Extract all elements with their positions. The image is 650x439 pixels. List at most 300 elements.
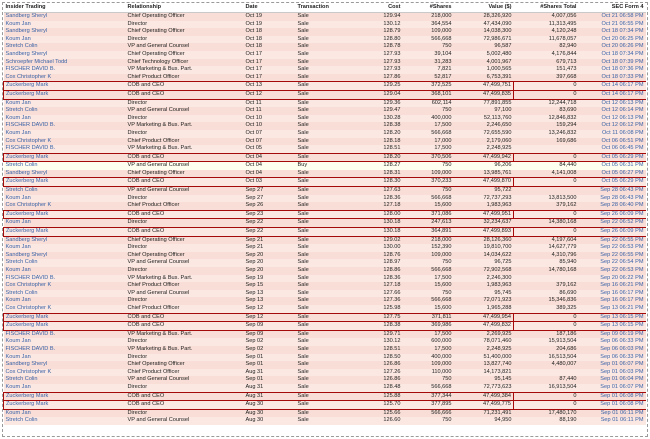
cell-insider-name[interactable]: Stretch Colin: [4, 187, 126, 195]
insider-trading-panel: [2, 2, 648, 437]
cell-sec-form-link[interactable]: Oct 20 06:26 PM: [579, 43, 646, 51]
cell-cost: 127.86: [351, 74, 403, 82]
cell-cost: 128.18: [351, 138, 403, 146]
cell-date: Aug 31: [244, 392, 296, 401]
cell-relationship: Director: [126, 21, 244, 29]
cell-sec-form-link[interactable]: Oct 05 06:31 PM: [579, 162, 646, 170]
cell-value: 97,100: [454, 107, 514, 115]
table-header-row: [4, 3, 646, 13]
cell-value: 2,248,925: [454, 346, 514, 354]
cell-shares-total: 15,913,504: [514, 338, 579, 346]
cell-shares: 109,000: [403, 252, 454, 260]
cell-shares-total: 0: [514, 82, 579, 91]
cell-sec-form-link[interactable]: Oct 21 06:58 PM: [579, 13, 646, 21]
cell-transaction: Sale: [296, 130, 351, 138]
header-date[interactable]: Date: [244, 3, 296, 13]
cell-shares-total: 379,162: [514, 282, 579, 290]
table-row: [4, 330, 646, 338]
table-row: [4, 322, 646, 331]
cell-sec-form-link[interactable]: Oct 14 06:17 PM: [579, 82, 646, 91]
cell-relationship: COB and CEO: [126, 153, 244, 162]
cell-date: Sep 09: [244, 322, 296, 331]
cell-insider-name[interactable]: FISCHER DAVID B.: [4, 122, 126, 130]
cell-shares-total: 0: [514, 322, 579, 331]
cell-sec-form-link[interactable]: Sep 01 06:08 PM: [579, 401, 646, 410]
cell-date: Sep 09: [244, 330, 296, 338]
cell-shares-total: 14,780,168: [514, 267, 579, 275]
cell-value: 47,499,775: [454, 401, 514, 410]
cell-transaction: Sale: [296, 21, 351, 29]
cell-insider-name[interactable]: Zuckerberg Mark: [4, 90, 126, 99]
cell-shares: 7,821: [403, 66, 454, 74]
cell-transaction: Sale: [296, 99, 351, 107]
table-row: [4, 13, 646, 21]
cell-insider-name[interactable]: Koum Jan: [4, 195, 126, 203]
cell-shares: 17,500: [403, 275, 454, 283]
cell-cost: 128.50: [351, 354, 403, 362]
cell-cost: 130.12: [351, 21, 403, 29]
cell-shares-total: [514, 145, 579, 153]
cell-transaction: Sale: [296, 252, 351, 260]
cell-relationship: Director: [126, 409, 244, 417]
cell-shares-total: 389,325: [514, 305, 579, 313]
cell-insider-name[interactable]: Stretch Colin: [4, 43, 126, 51]
cell-date: Sep 22: [244, 228, 296, 237]
cell-insider-name[interactable]: Koum Jan: [4, 244, 126, 252]
cell-sec-form-link[interactable]: Oct 18 07:34 PM: [579, 28, 646, 36]
cell-date: Oct 17: [244, 51, 296, 59]
cell-date: Sep 12: [244, 305, 296, 313]
cell-insider-name[interactable]: Cox Christopher K: [4, 305, 126, 313]
cell-relationship: Director: [126, 354, 244, 362]
table-row: [4, 236, 646, 244]
table-row: [4, 66, 646, 74]
cell-sec-form-link[interactable]: Sep 22 06:52 PM: [579, 219, 646, 228]
cell-insider-name[interactable]: Stretch Colin: [4, 162, 126, 170]
cell-sec-form-link[interactable]: Sep 01 06:03 PM: [579, 369, 646, 377]
cell-relationship: Chief Operating Officer: [126, 252, 244, 260]
cell-date: Oct 17: [244, 59, 296, 67]
cell-relationship: Director: [126, 384, 244, 392]
table-row: [4, 417, 646, 425]
cell-insider-name[interactable]: FISCHER DAVID B.: [4, 346, 126, 354]
cell-insider-name[interactable]: Stretch Colin: [4, 417, 126, 425]
cell-insider-name[interactable]: Zuckerberg Mark: [4, 82, 126, 91]
cell-insider-name[interactable]: Zuckerberg Mark: [4, 228, 126, 237]
cell-cost: 127.18: [351, 282, 403, 290]
cell-sec-form-link[interactable]: Sep 13 06:21 PM: [579, 305, 646, 313]
cell-insider-name[interactable]: Sandberg Sheryl: [4, 13, 126, 21]
cell-value: 95,722: [454, 187, 514, 195]
header-cost[interactable]: Cost: [351, 3, 403, 13]
cell-insider-name[interactable]: Stretch Colin: [4, 290, 126, 298]
cell-insider-name[interactable]: Sandberg Sheryl: [4, 170, 126, 178]
cell-relationship: COB and CEO: [126, 401, 244, 410]
cell-relationship: VP and General Counsel: [126, 187, 244, 195]
cell-transaction: Sale: [296, 282, 351, 290]
cell-shares-total: 85,940: [514, 259, 579, 267]
cell-shares: 109,000: [403, 361, 454, 369]
cell-sec-form-link[interactable]: Oct 12 06:14 PM: [579, 107, 646, 115]
cell-insider-name[interactable]: Zuckerberg Mark: [4, 401, 126, 410]
cell-shares: 247,613: [403, 219, 454, 228]
cell-cost: 128.86: [351, 267, 403, 275]
cell-insider-name[interactable]: Koum Jan: [4, 338, 126, 346]
cell-shares: 218,000: [403, 13, 454, 21]
cell-relationship: VP Marketing & Bus. Part.: [126, 275, 244, 283]
cell-cost: 128.20: [351, 153, 403, 162]
cell-shares: 750: [403, 290, 454, 298]
cell-value: 95,145: [454, 376, 514, 384]
cell-shares-total: 88,190: [514, 417, 579, 425]
cell-shares-total: 151,473: [514, 66, 579, 74]
cell-sec-form-link[interactable]: Oct 18 07:36 PM: [579, 66, 646, 74]
cell-sec-form-link[interactable]: Sep 26 06:09 PM: [579, 228, 646, 237]
cell-sec-form-link[interactable]: Sep 06 06:33 PM: [579, 338, 646, 346]
cell-relationship: Chief Product Officer: [126, 74, 244, 82]
cell-transaction: Sale: [296, 90, 351, 99]
cell-value: 72,773,623: [454, 384, 514, 392]
cell-sec-form-link[interactable]: Sep 20 06:22 PM: [579, 275, 646, 283]
header-relationship[interactable]: Relationship: [126, 3, 244, 13]
cell-shares: 566,668: [403, 195, 454, 203]
cell-insider-name[interactable]: Sandberg Sheryl: [4, 252, 126, 260]
cell-shares-total: 679,713: [514, 59, 579, 67]
cell-relationship: Director: [126, 219, 244, 228]
cell-insider-name[interactable]: Cox Christopher K: [4, 369, 126, 377]
cell-value: 78,071,460: [454, 338, 514, 346]
table-row: [4, 361, 646, 369]
cell-sec-form-link[interactable]: Sep 01 06:07 PM: [579, 361, 646, 369]
cell-relationship: COB and CEO: [126, 228, 244, 237]
cell-cost: 127.75: [351, 313, 403, 322]
cell-relationship: Director: [126, 115, 244, 123]
cell-sec-form-link[interactable]: Oct 12 06:13 PM: [579, 115, 646, 123]
cell-shares-total: 4,176,844: [514, 51, 579, 59]
header-value[interactable]: Value ($): [454, 3, 514, 13]
cell-transaction: Sale: [296, 305, 351, 313]
cell-sec-form-link[interactable]: Sep 16 06:21 PM: [579, 282, 646, 290]
cell-insider-name[interactable]: Cox Christopher K: [4, 282, 126, 290]
cell-sec-form-link[interactable]: Sep 28 06:40 PM: [579, 202, 646, 210]
cell-value: 96,587: [454, 43, 514, 51]
cell-transaction: Sale: [296, 210, 351, 219]
cell-value: 52,113,760: [454, 115, 514, 123]
cell-sec-form-link[interactable]: Oct 05 06:29 PM: [579, 178, 646, 187]
table-row: [4, 187, 646, 195]
cell-sec-form-link[interactable]: Sep 06 06:33 PM: [579, 354, 646, 362]
cell-date: Oct 04: [244, 170, 296, 178]
cell-shares: 566,668: [403, 267, 454, 275]
cell-insider-name[interactable]: Koum Jan: [4, 297, 126, 305]
cell-cost: 128.78: [351, 43, 403, 51]
cell-relationship: VP and General Counsel: [126, 43, 244, 51]
header-shares[interactable]: #Shares: [403, 3, 454, 13]
cell-transaction: Sale: [296, 409, 351, 417]
header-shares-total[interactable]: #Shares Total: [514, 3, 579, 13]
cell-transaction: Sale: [296, 202, 351, 210]
cell-relationship: Chief Operating Officer: [126, 236, 244, 244]
cell-date: Sep 26: [244, 202, 296, 210]
cell-sec-form-link[interactable]: Oct 18 07:33 PM: [579, 74, 646, 82]
cell-sec-form-link[interactable]: Sep 01 06:11 PM: [579, 417, 646, 425]
cell-shares-total: 13,246,832: [514, 130, 579, 138]
cell-transaction: Sale: [296, 138, 351, 146]
cell-relationship: VP and General Counsel: [126, 162, 244, 170]
cell-sec-form-link[interactable]: Oct 14 06:17 PM: [579, 90, 646, 99]
cell-value: 14,173,821: [454, 369, 514, 377]
cell-value: 14,034,622: [454, 252, 514, 260]
cell-relationship: Director: [126, 130, 244, 138]
table-row: [4, 107, 646, 115]
cell-shares-total: 204,686: [514, 346, 579, 354]
table-row: [4, 195, 646, 203]
table-row: [4, 90, 646, 99]
cell-insider-name[interactable]: Cox Christopher K: [4, 138, 126, 146]
cell-transaction: Sale: [296, 384, 351, 392]
cell-relationship: COB and CEO: [126, 90, 244, 99]
cell-insider-name[interactable]: FISCHER DAVID B.: [4, 275, 126, 283]
cell-transaction: Sale: [296, 51, 351, 59]
cell-relationship: Director: [126, 338, 244, 346]
cell-insider-name[interactable]: Stretch Colin: [4, 259, 126, 267]
cell-value: 19,810,700: [454, 244, 514, 252]
cell-shares: 364,891: [403, 228, 454, 237]
cell-insider-name[interactable]: Zuckerberg Mark: [4, 392, 126, 401]
cell-sec-form-link[interactable]: Oct 12 06:13 PM: [579, 99, 646, 107]
cell-sec-form-link[interactable]: Sep 01 06:08 PM: [579, 392, 646, 401]
cell-insider-name[interactable]: Koum Jan: [4, 219, 126, 228]
cell-relationship: Director: [126, 195, 244, 203]
cell-date: Oct 05: [244, 145, 296, 153]
cell-insider-name[interactable]: Koum Jan: [4, 99, 126, 107]
cell-insider-name[interactable]: Zuckerberg Mark: [4, 210, 126, 219]
cell-relationship: Director: [126, 244, 244, 252]
cell-date: Sep 20: [244, 259, 296, 267]
cell-value: 47,499,893: [454, 228, 514, 237]
cell-transaction: Sale: [296, 267, 351, 275]
cell-sec-form-link[interactable]: Oct 05 06:29 PM: [579, 153, 646, 162]
cell-insider-name[interactable]: FISCHER DAVID B.: [4, 66, 126, 74]
cell-sec-form-link[interactable]: Sep 01 06:07 PM: [579, 384, 646, 392]
cell-insider-name[interactable]: Koum Jan: [4, 267, 126, 275]
cell-insider-name[interactable]: Sandberg Sheryl: [4, 51, 126, 59]
cell-sec-form-link[interactable]: Sep 22 06:54 PM: [579, 259, 646, 267]
cell-transaction: Sale: [296, 244, 351, 252]
cell-sec-form-link[interactable]: Sep 26 06:09 PM: [579, 210, 646, 219]
cell-shares-total: 0: [514, 178, 579, 187]
header-insider[interactable]: Insider Trading: [4, 3, 126, 13]
cell-transaction: Sale: [296, 417, 351, 425]
cell-transaction: Sale: [296, 122, 351, 130]
table-row: [4, 28, 646, 36]
cell-shares: 566,666: [403, 409, 454, 417]
cell-date: Oct 03: [244, 178, 296, 187]
cell-sec-form-link[interactable]: Sep 13 06:15 PM: [579, 322, 646, 331]
cell-sec-form-link[interactable]: Oct 06 06:51 PM: [579, 138, 646, 146]
cell-cost: 127.18: [351, 202, 403, 210]
cell-insider-name[interactable]: Koum Jan: [4, 354, 126, 362]
cell-value: 47,499,954: [454, 313, 514, 322]
cell-shares-total: 14,627,779: [514, 244, 579, 252]
cell-sec-form-link[interactable]: Sep 22 06:55 PM: [579, 236, 646, 244]
cell-insider-name[interactable]: Schroepfer Michael Todd: [4, 59, 126, 67]
cell-value: 1,965,288: [454, 305, 514, 313]
cell-insider-name[interactable]: Stretch Colin: [4, 376, 126, 384]
cell-insider-name[interactable]: Koum Jan: [4, 384, 126, 392]
cell-sec-form-link[interactable]: Oct 21 06:55 PM: [579, 21, 646, 29]
cell-transaction: Sale: [296, 376, 351, 384]
cell-sec-form-link[interactable]: Oct 11 06:08 PM: [579, 130, 646, 138]
cell-shares: 377,895: [403, 401, 454, 410]
cell-transaction: Buy: [296, 162, 351, 170]
cell-value: 2,248,925: [454, 145, 514, 153]
cell-relationship: Director: [126, 99, 244, 107]
cell-insider-name[interactable]: FISCHER DAVID B.: [4, 145, 126, 153]
cell-transaction: Sale: [296, 13, 351, 21]
cell-sec-form-link[interactable]: Sep 22 06:53 PM: [579, 267, 646, 275]
cell-shares-total: 17,480,170: [514, 409, 579, 417]
cell-insider-name[interactable]: FISCHER DAVID B.: [4, 330, 126, 338]
cell-value: 2,269,925: [454, 330, 514, 338]
cell-insider-name[interactable]: Cox Christopher K: [4, 74, 126, 82]
cell-sec-form-link[interactable]: Sep 16 06:17 PM: [579, 290, 646, 298]
cell-shares: 15,600: [403, 305, 454, 313]
cell-sec-form-link[interactable]: Sep 13 06:15 PM: [579, 313, 646, 322]
cell-date: Sep 22: [244, 219, 296, 228]
cell-sec-form-link[interactable]: Sep 01 06:11 PM: [579, 409, 646, 417]
cell-relationship: VP Marketing & Bus. Part.: [126, 346, 244, 354]
cell-sec-form-link[interactable]: Sep 01 06:04 PM: [579, 376, 646, 384]
cell-relationship: VP and General Counsel: [126, 107, 244, 115]
cell-value: 71,231,491: [454, 409, 514, 417]
cell-sec-form-link[interactable]: Oct 18 07:39 PM: [579, 59, 646, 67]
cell-transaction: Sale: [296, 392, 351, 401]
cell-insider-name[interactable]: Stretch Colin: [4, 107, 126, 115]
cell-date: Sep 13: [244, 297, 296, 305]
cell-shares: 17,500: [403, 145, 454, 153]
cell-shares: 600,000: [403, 338, 454, 346]
cell-value: 6,753,391: [454, 74, 514, 82]
table-row: [4, 401, 646, 410]
cell-insider-name[interactable]: Koum Jan: [4, 21, 126, 29]
cell-sec-form-link[interactable]: Oct 06 06:45 PM: [579, 145, 646, 153]
cell-date: Sep 21: [244, 244, 296, 252]
cell-transaction: Sale: [296, 228, 351, 237]
cell-transaction: Sale: [296, 59, 351, 67]
cell-transaction: Sale: [296, 346, 351, 354]
cell-value: 47,499,835: [454, 90, 514, 99]
table-row: [4, 305, 646, 313]
cell-sec-form-link[interactable]: Sep 06 06:03 PM: [579, 346, 646, 354]
cell-shares-total: 83,690: [514, 107, 579, 115]
cell-value: 95,745: [454, 290, 514, 298]
table-row: [4, 313, 646, 322]
cell-shares: 110,000: [403, 369, 454, 377]
cell-insider-name[interactable]: Koum Jan: [4, 130, 126, 138]
cell-transaction: Sale: [296, 275, 351, 283]
cell-sec-form-link[interactable]: Oct 18 07:34 PM: [579, 51, 646, 59]
table-row: [4, 210, 646, 219]
cell-date: Aug 31: [244, 384, 296, 392]
cell-value: 77,891,855: [454, 99, 514, 107]
cell-shares: 750: [403, 259, 454, 267]
cell-sec-form-link[interactable]: Sep 09 06:19 PM: [579, 330, 646, 338]
cell-insider-name[interactable]: Zuckerberg Mark: [4, 178, 126, 187]
cell-shares-total: 0: [514, 153, 579, 162]
header-sec-form[interactable]: SEC Form 4: [579, 3, 646, 13]
cell-relationship: Chief Technology Officer: [126, 59, 244, 67]
cell-transaction: Sale: [296, 259, 351, 267]
cell-sec-form-link[interactable]: Oct 12 06:12 PM: [579, 122, 646, 130]
cell-insider-name[interactable]: Koum Jan: [4, 115, 126, 123]
cell-insider-name[interactable]: Zuckerberg Mark: [4, 313, 126, 322]
cell-sec-form-link[interactable]: Sep 28 06:43 PM: [579, 187, 646, 195]
cell-cost: 129.25: [351, 82, 403, 91]
cell-date: Sep 27: [244, 187, 296, 195]
cell-shares: 369,986: [403, 322, 454, 331]
table-row: [4, 297, 646, 305]
cell-insider-name[interactable]: Sandberg Sheryl: [4, 361, 126, 369]
table-row: [4, 59, 646, 67]
cell-relationship: Chief Product Officer: [126, 305, 244, 313]
cell-sec-form-link[interactable]: Sep 22 06:55 PM: [579, 252, 646, 260]
cell-relationship: Chief Operating Officer: [126, 170, 244, 178]
cell-insider-name[interactable]: Koum Jan: [4, 409, 126, 417]
cell-sec-form-link[interactable]: Sep 28 06:43 PM: [579, 195, 646, 203]
cell-date: Oct 11: [244, 99, 296, 107]
cell-shares-total: 13,813,500: [514, 195, 579, 203]
cell-transaction: Sale: [296, 145, 351, 153]
cell-value: 47,499,942: [454, 153, 514, 162]
cell-date: Aug 30: [244, 409, 296, 417]
cell-value: 47,499,870: [454, 178, 514, 187]
cell-date: Oct 04: [244, 153, 296, 162]
cell-insider-name[interactable]: Sandberg Sheryl: [4, 236, 126, 244]
cell-cost: 125.88: [351, 392, 403, 401]
cell-cost: 129.47: [351, 107, 403, 115]
cell-date: Oct 18: [244, 36, 296, 44]
cell-sec-form-link[interactable]: Oct 05 06:27 PM: [579, 170, 646, 178]
cell-transaction: Sale: [296, 330, 351, 338]
cell-relationship: Director: [126, 267, 244, 275]
header-transaction[interactable]: Transaction: [296, 3, 351, 13]
cell-sec-form-link[interactable]: Sep 22 06:53 PM: [579, 244, 646, 252]
cell-date: Aug 30: [244, 417, 296, 425]
table-row: [4, 338, 646, 346]
cell-date: Sep 01: [244, 361, 296, 369]
cell-transaction: Sale: [296, 178, 351, 187]
cell-insider-name[interactable]: Zuckerberg Mark: [4, 153, 126, 162]
cell-shares-total: 11,678,057: [514, 36, 579, 44]
cell-date: Sep 20: [244, 267, 296, 275]
cell-shares: 400,000: [403, 354, 454, 362]
cell-insider-name[interactable]: Cox Christopher K: [4, 202, 126, 210]
cell-shares-total: 397,668: [514, 74, 579, 82]
cell-cost: 130.12: [351, 338, 403, 346]
cell-date: Oct 18: [244, 28, 296, 36]
cell-shares-total: 4,141,008: [514, 170, 579, 178]
cell-insider-name[interactable]: Koum Jan: [4, 36, 126, 44]
cell-sec-form-link[interactable]: Oct 20 06:25 PM: [579, 36, 646, 44]
cell-cost: 128.51: [351, 346, 403, 354]
cell-value: 47,499,832: [454, 322, 514, 331]
cell-value: 47,499,751: [454, 82, 514, 91]
cell-insider-name[interactable]: Sandberg Sheryl: [4, 28, 126, 36]
cell-cost: 127.93: [351, 66, 403, 74]
cell-insider-name[interactable]: Zuckerberg Mark: [4, 322, 126, 331]
cell-sec-form-link[interactable]: Sep 16 06:17 PM: [579, 297, 646, 305]
